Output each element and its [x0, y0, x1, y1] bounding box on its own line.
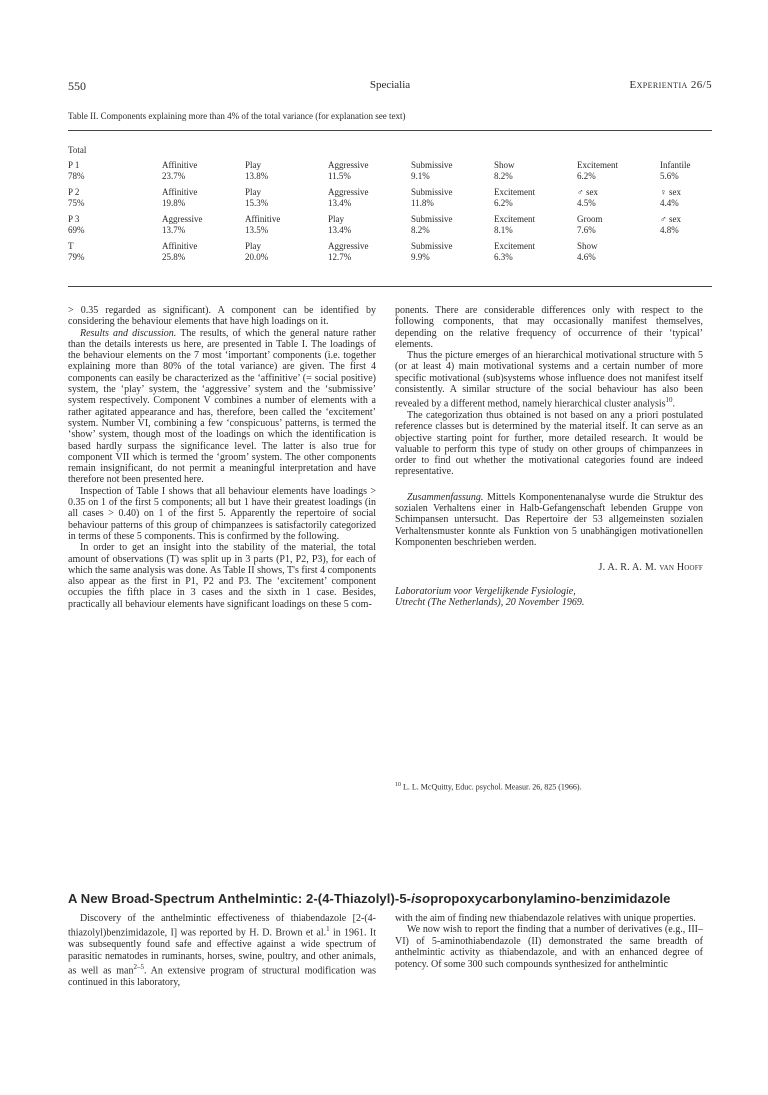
table-row	[68, 214, 712, 241]
paragraph: Inspection of Table I shows that all behaviour elements have loadings > 0.35 on 1 of the first 5 components; all but 1 have their greatest loadings (in all cases > 0.40) on 1 of the first 5. Apparently the repertoire of social behaviour patterns of this group of chimpanzees is satisfactorily categorized in terms of these 5 components. This is confirmed by the following.	[68, 485, 376, 542]
author-affiliation: Laboratorium voor Vergelijkende Fysiologie, Utrecht (The Netherlands), 20 November 1969.	[395, 585, 585, 608]
row-label: P 1 78%	[68, 159, 85, 181]
footnote-marker: 10	[665, 396, 673, 405]
table-cell: Submissive 11.8%	[411, 186, 453, 208]
article-right-column	[395, 913, 703, 970]
table-cell: ♂ sex 4.8%	[660, 213, 681, 235]
table-cell	[660, 241, 712, 268]
table-cell: Excitement 6.2%	[577, 159, 618, 181]
article-left-column	[68, 913, 376, 988]
table-cell: Play 20.0%	[245, 240, 269, 262]
paragraph: We now wish to report the finding that a number of derivatives (e.g., III–VI) of 5-aminothiabendazole (II) demonstrated the same breadth of anthelmintic activity as thiabendazole, and with an enhanced degree of potency. Of some 300 such compounds synthesized for anthelmintic	[395, 924, 703, 970]
table-cell: Submissive 9.1%	[411, 159, 453, 181]
table-cell: Play 13.8%	[245, 159, 269, 181]
right-text-column	[395, 305, 703, 608]
table-cell: Aggressive 13.4%	[328, 186, 369, 208]
table-cell: Submissive 8.2%	[411, 213, 453, 235]
table-cell: Affinitive 25.8%	[162, 240, 198, 262]
table-cell: Affinitive 23.7%	[162, 159, 198, 181]
section-name: Specialia	[369, 79, 411, 91]
table-cell: ♂ sex 4.5%	[577, 186, 598, 208]
table-bottom-rule	[68, 286, 712, 287]
table-row-total	[68, 145, 712, 160]
author-signature: J. A. R. A. M. van Hooff	[598, 562, 703, 574]
table-cell: Excitement 6.2%	[494, 186, 535, 208]
section-heading: Results and discussion.	[80, 327, 177, 339]
table-cell: Affinitive 19.8%	[162, 186, 198, 208]
row-label: P 2 75%	[68, 186, 85, 208]
paragraph: Discovery of the anthelmintic effectiveness of thiabendazole [2-(4-thiazolyl)benzimidazole, I] was reported by H. D. Brown et al.$^1$ in 1961. It was subsequently found safe and effective against a wide spectrum of parasitic nematodes in ruminants, horses, swine, poultry, and other animals, as well as man$^{2-5}$. An extensive program of structural modification was continued in this laboratory,	[68, 913, 376, 988]
total-label: Total	[68, 145, 87, 155]
table-cell: Groom 7.6%	[577, 213, 603, 235]
table-cell: Aggressive 12.7%	[328, 240, 369, 262]
page-number: 550	[68, 79, 86, 93]
paragraph: ponents. There are considerable differences only with respect to the following components, that may occasionally manifest themselves, depending on the relative frequency of occurrence of their ‘typical’ elements.	[395, 305, 703, 350]
table-cell: Excitement 6.3%	[494, 240, 535, 262]
table-cell: Affinitive 13.5%	[245, 213, 281, 235]
paragraph: The categorization thus obtained is not based on any a priori postulated reference classes but is determined by the material itself. It can serve as an objective starting point for further, more detailed research. It would be valuable to perform this type of study on other groups of chimpanzees in order to find out whether the motivational categories found are indeed representative.	[395, 410, 703, 478]
paragraph-results: Results and discussion. The results, of which the general nature rather than the details interests us here, are presented in Table I. The loadings of the behaviour elements on the 7 most ‘important’ components (i.e. together explaining more than 80% of the total variance) are given. The first 4 components can easily be characterized as the ‘affinitive’ (= social positive) system, the ‘play’ system, the ‘aggressive’ system and the ‘submissive’ system respectively. Component V combines a number of elements with a rather agitated appearance and has, therefore, been called the ‘excitement’ system. Number VI, combining a few ‘conspicuous’ patterns, is termed the ‘show’ system, though most of the loadings on which the identification is based hardly surpass the significance level. The latter is also true for component VII which is termed the ‘groom’ system. The other components remain insignificant, do not permit a meaningful interpretation and have therefore not been presented here.	[68, 327, 376, 486]
table-cell: Play 13.4%	[328, 213, 352, 235]
table-cell: Show 4.6%	[577, 240, 598, 262]
table-cell: Excitement 8.1%	[494, 213, 535, 235]
row-label: P 3 69%	[68, 213, 85, 235]
table-cell: Infantile 5.6%	[660, 159, 691, 181]
table-cell: Aggressive 11.5%	[328, 159, 369, 181]
table-top-rule	[68, 130, 712, 131]
paragraph: Thus the picture emerges of an hierarchical motivational structure with 5 (or at least 4) main motivational systems and a certain number of more specific motivational (sub)systems whose influence does not manifest itself consistently. A similar structure of the social behaviour has also been revealed by a different method, namely hierarchical cluster analysis$^{10}$.	[395, 350, 703, 410]
summary-heading: Zusammenfassung.	[407, 491, 484, 503]
table-caption: Table II. Components explaining more than 4% of the total variance (for explanation see text)	[68, 111, 406, 121]
paragraph: > 0.35 regarded as significant). A component can be identified by considering the behaviour elements that have high loadings on it.	[68, 305, 376, 328]
paragraph: with the aim of finding new thiabendazole relatives with unique properties.	[395, 913, 696, 924]
article-title: A New Broad-Spectrum Anthelmintic: 2-(4-Thiazolyl)-5-isopropoxycarbonylamino-benzimidazole	[68, 891, 671, 906]
left-text-column	[68, 305, 376, 610]
table-cell: Play 15.3%	[245, 186, 269, 208]
table-cell: Aggressive 13.7%	[162, 213, 203, 235]
row-label: T 79%	[68, 240, 85, 262]
table-cell: Show 8.2%	[494, 159, 515, 181]
paragraph: In order to get an insight into the stability of the material, the total amount of observations (T) was split up in 3 parts (P1, P2, P3), for each of which the same analysis was done. As Table II shows, T's first 4 components also appear as the first in P1, P2 and P3. The ‘excitement’ component occupies the fifth place in 3 cases and the sixth in 1 case. Besides, practically all behaviour elements have significant loadings on these 5 com-	[68, 542, 376, 610]
footnote: $^{10}$ L. L. McQuitty, Educ. psychol. Measur. 26, 825 (1966).	[395, 782, 582, 792]
table-row	[68, 241, 712, 268]
table-cell: ♀ sex 4.4%	[660, 186, 681, 208]
summary-paragraph: Zusammenfassung. Mittels Komponentenanalyse wurde die Struktur des sozialen Verhaltens einer in Halb-Gefangenschaft lebenden Gruppe von Schimpansen untersucht. Das Repertoire der 53 allgemeinsten sozialen Verhaltensmuster konnte als Funktion von 5 unabhängigen motivationellen Komponenten beschrieben werden.	[395, 491, 703, 548]
running-header	[68, 79, 712, 95]
table-cell: Submissive 9.9%	[411, 240, 453, 262]
components-table	[68, 145, 712, 268]
table-row	[68, 160, 712, 187]
table-row	[68, 187, 712, 214]
journal-reference: Experientia 26/5	[629, 79, 712, 91]
